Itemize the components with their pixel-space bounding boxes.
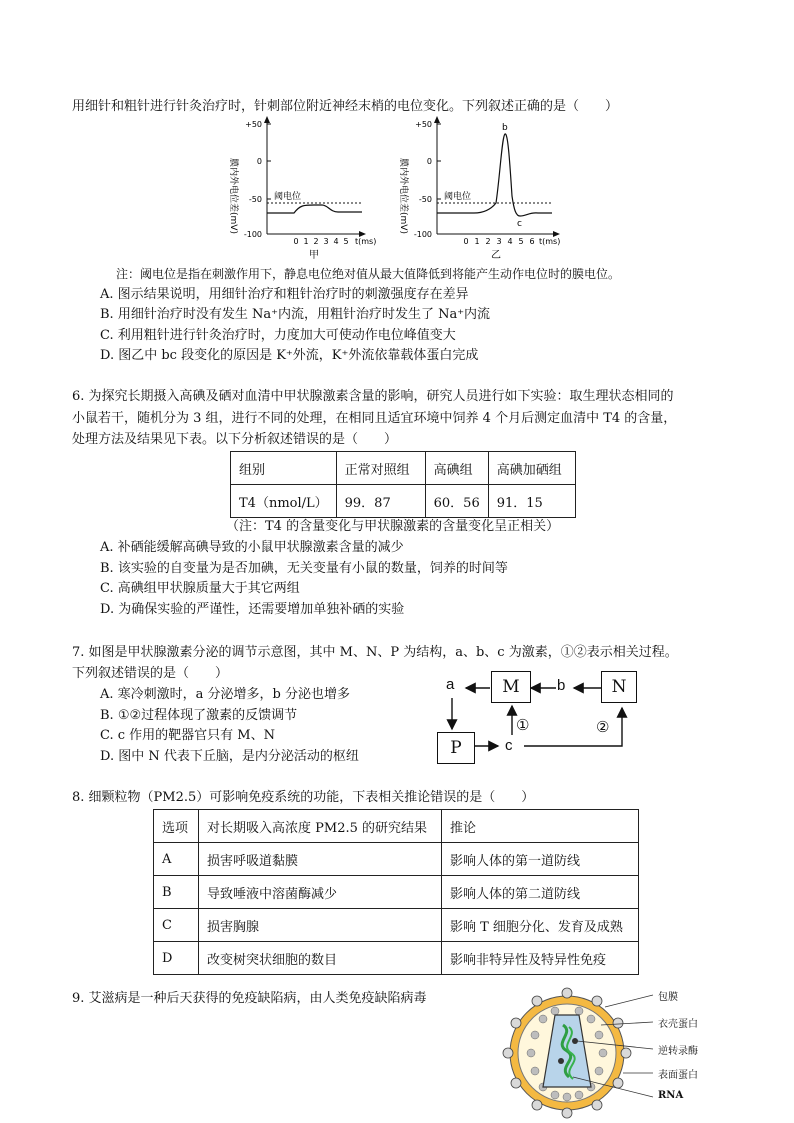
table-cell: 改变树突状细胞的数目	[199, 942, 442, 975]
table-cell: 损害呼吸道黏膜	[199, 843, 442, 876]
table-cell: D	[154, 942, 199, 975]
table-row	[154, 876, 639, 909]
q6-option-c: C. 高碘组甲状腺质量大于其它两组	[100, 581, 300, 596]
yi-xtick: 0	[463, 237, 469, 246]
jia-xtick: 3	[323, 237, 329, 246]
q5-note: 注：阈电位是指在刺激作用下，静息电位绝对值从最大值降低到将能产生动作电位时的膜电位。	[116, 267, 621, 281]
table-cell: 影响非特异性及特异性免疫	[442, 942, 639, 975]
q7-stem-line1: 7. 如图是甲状腺激素分泌的调节示意图，其中 M、N、P 为结构，a、b、c 为激素，①②表示相关过程。	[72, 645, 678, 660]
yi-xtick: 2	[485, 237, 491, 246]
graph-yi	[392, 116, 572, 262]
q7-option-b: B. ①②过程体现了激素的反馈调节	[100, 708, 298, 723]
q6-note: （注：T4 的含量变化与甲状腺激素的含量变化呈正相关）	[226, 519, 560, 534]
table-header-cell: 高碘加硒组	[488, 452, 575, 485]
yi-xunit: t(ms)	[539, 237, 561, 246]
jia-ytick: -50	[248, 195, 262, 204]
table-header-cell: 组别	[231, 452, 337, 485]
q6-stem-line2: 小鼠若干，随机分为 3 组，进行不同的处理，在相同且适宜环境中饲养 4 个月后测定血清中 T4 的含量，	[72, 411, 677, 426]
table-cell: 91．15	[488, 485, 575, 518]
yi-ytick: -100	[413, 230, 432, 239]
yi-xtick: 3	[496, 237, 502, 246]
q7-option-d: D. 图中 N 代表下丘脑，是内分泌活动的枢纽	[100, 749, 359, 764]
q5-option-b: B. 用细针治疗时没有发生 Na⁺内流，用粗针治疗时发生了 Na⁺内流	[100, 307, 491, 322]
table-cell: T4（nmol/L）	[231, 485, 337, 518]
jia-xunit: t(ms)	[355, 237, 377, 246]
q8-stem: 8. 细颗粒物（PM2.5）可影响免疫系统的功能，下表相关推论错误的是（ ）	[72, 790, 535, 805]
yi-xtick: 4	[507, 237, 513, 246]
table-cell: 影响人体的第一道防线	[442, 843, 639, 876]
q5-option-a: A. 图示结果说明，用细针治疗和粗针治疗时的刺激强度存在差异	[100, 287, 469, 302]
table-header-cell: 推论	[442, 810, 639, 843]
graph-jia-ylabel: 膜内外电位差(mV)	[228, 158, 238, 234]
table-header-cell: 正常对照组	[336, 452, 425, 485]
yi-point-c: c	[517, 219, 522, 229]
hormone-c-label: c	[505, 737, 513, 754]
jia-xtick: 2	[313, 237, 319, 246]
table-header-cell: 选项	[154, 810, 199, 843]
jia-threshold-label: 阈电位	[274, 192, 302, 202]
process-2-label: ②	[596, 718, 610, 736]
hiv-label-capsid: 衣壳蛋白	[658, 1019, 698, 1030]
q6-stem-line1: 6. 为探究长期摄入高碘及硒对血清中甲状腺激素含量的影响，研究人员进行如下实验：取生理状态相同的	[72, 389, 674, 404]
table-cell: 影响 T 细胞分化、发育及成熟	[442, 909, 639, 942]
q7-option-c: C. c 作用的靶器官只有 M、N	[100, 728, 275, 743]
table-cell: 60．56	[425, 485, 488, 518]
table-cell: 导致唾液中溶菌酶减少	[199, 876, 442, 909]
hiv-label-surface-protein: 表面蛋白	[658, 1070, 698, 1081]
hormone-b-label: b	[557, 677, 566, 694]
hiv-virus-illustration	[505, 985, 655, 1119]
process-1-label: ①	[516, 716, 530, 734]
q6-table	[230, 451, 576, 518]
yi-xtick: 5	[518, 237, 524, 246]
jia-xtick: 4	[333, 237, 339, 246]
hiv-label-reverse-transcriptase: 逆转录酶	[658, 1046, 698, 1057]
jia-xtick: 1	[303, 237, 309, 246]
hormone-a-label: a	[446, 676, 455, 693]
table-header-cell: 高碘组	[425, 452, 488, 485]
jia-ytick: +50	[245, 120, 262, 129]
yi-xtick: 1	[474, 237, 480, 246]
q7-stem-line2: 下列叙述错误的是（ ）	[72, 666, 229, 681]
q7-option-a: A. 寒冷刺激时，a 分泌增多，b 分泌也增多	[100, 687, 350, 702]
q5-option-d: D. 图乙中 bc 段变化的原因是 K⁺外流，K⁺外流依靠载体蛋白完成	[100, 348, 479, 363]
jia-caption: 甲	[309, 250, 319, 261]
structure-n-box: N	[601, 671, 637, 703]
table-row	[231, 452, 576, 485]
table-row	[154, 909, 639, 942]
q6-option-b: B. 该实验的自变量为是否加碘，无关变量有小鼠的数量，饲养的时间等	[100, 561, 508, 576]
yi-ytick: -50	[418, 195, 432, 204]
q9-stem: 9. 艾滋病是一种后天获得的免疫缺陷病，由人类免疫缺陷病毒	[72, 991, 427, 1006]
graph-yi-ylabel: 膜内外电位差(mV)	[398, 158, 408, 234]
table-row	[231, 485, 576, 518]
structure-m-box: M	[491, 671, 531, 703]
table-row	[154, 942, 639, 975]
q6-option-a: A. 补硒能缓解高碘导致的小鼠甲状腺激素含量的减少	[100, 540, 404, 555]
table-cell: 99．87	[336, 485, 425, 518]
table-cell: 影响人体的第二道防线	[442, 876, 639, 909]
table-cell: B	[154, 876, 199, 909]
yi-ytick: 0	[426, 157, 432, 166]
hiv-label-rna: RNA	[658, 1090, 684, 1101]
q8-table	[153, 809, 639, 975]
jia-xtick: 0	[293, 237, 299, 246]
table-row	[154, 843, 639, 876]
table-row	[154, 810, 639, 843]
q6-option-d: D. 为确保实验的严谨性，还需要增加单独补硒的实验	[100, 602, 405, 617]
jia-xtick: 5	[343, 237, 349, 246]
graph-jia	[222, 116, 377, 262]
yi-ytick: +50	[415, 120, 432, 129]
yi-point-b: b	[502, 123, 508, 133]
table-cell: 损害胸腺	[199, 909, 442, 942]
yi-caption: 乙	[491, 250, 501, 261]
table-header-cell: 对长期吸入高浓度 PM2.5 的研究结果	[199, 810, 442, 843]
q6-stem-line3: 处理方法及结果见下表。以下分析叙述错误的是（ ）	[72, 432, 398, 447]
hiv-label-envelope: 包膜	[658, 992, 678, 1003]
q5-stem: 用细针和粗针进行针灸治疗时，针刺部位附近神经末梢的电位变化。下列叙述正确的是（ ）	[72, 99, 619, 114]
jia-ytick: -100	[243, 230, 262, 239]
yi-xtick: 6	[529, 237, 535, 246]
table-cell: A	[154, 843, 199, 876]
jia-ytick: 0	[256, 157, 262, 166]
table-cell: C	[154, 909, 199, 942]
yi-threshold-label: 阈电位	[444, 192, 472, 202]
structure-p-box: P	[437, 732, 475, 764]
q5-option-c: C. 利用粗针进行针灸治疗时，力度加大可使动作电位峰值变大	[100, 328, 456, 343]
